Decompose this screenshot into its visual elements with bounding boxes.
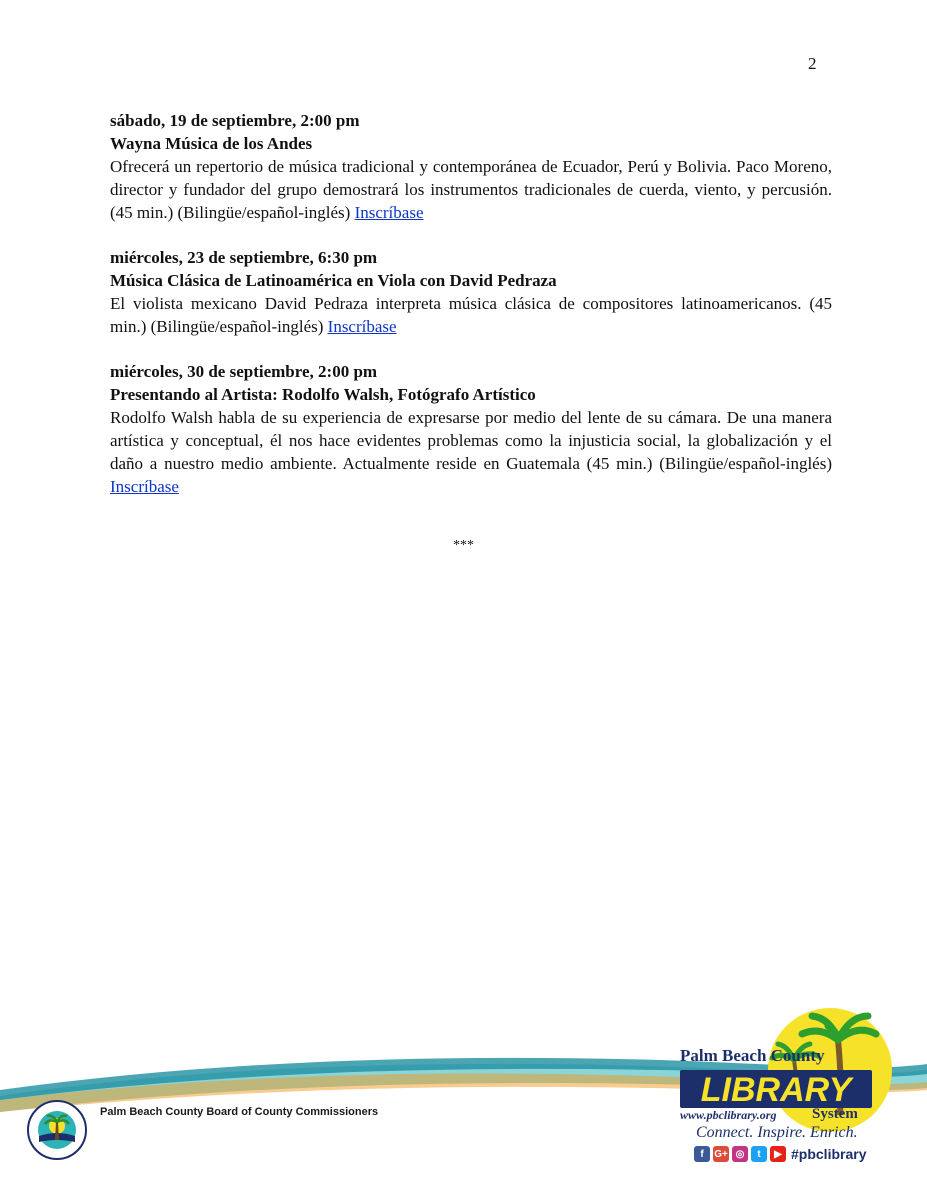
event-item xyxy=(110,360,832,498)
library-tagline: Connect. Inspire. Enrich. xyxy=(696,1124,858,1141)
library-wordmark: LIBRARY xyxy=(700,1071,852,1109)
library-county-name: Palm Beach County xyxy=(680,1046,825,1065)
library-logo xyxy=(670,1000,900,1200)
event-description-text: Ofrecerá un repertorio de música tradicional y contemporánea de Ecuador, Perú y Bolivia. Paco Moreno, director y fundador del grupo demostrará los instrumentos tradicionales de cuerda, viento, y percusión. (45 min.) (Bilingüe/español-inglés) xyxy=(110,157,832,222)
event-item xyxy=(110,246,832,338)
library-hashtag[interactable]: #pbclibrary xyxy=(791,1146,867,1162)
event-description xyxy=(110,155,832,224)
event-description xyxy=(110,406,832,498)
social-links xyxy=(694,1146,866,1162)
section-separator: *** xyxy=(453,538,474,553)
page-number: 2 xyxy=(808,54,817,73)
facebook-icon[interactable]: f xyxy=(694,1146,710,1162)
event-description xyxy=(110,292,832,338)
library-system-label: System xyxy=(812,1106,858,1122)
twitter-icon[interactable]: t xyxy=(751,1146,767,1162)
event-date: miércoles, 30 de septiembre, 2:00 pm xyxy=(110,362,378,381)
event-date: sábado, 19 de septiembre, 2:00 pm xyxy=(110,111,360,130)
google-plus-icon[interactable]: G+ xyxy=(713,1146,729,1162)
event-title: Música Clásica de Latinoamérica en Viola con David Pedraza xyxy=(110,271,557,290)
board-name: Palm Beach County Board of County Commissioners xyxy=(100,1106,379,1118)
footer xyxy=(0,1000,927,1200)
event-description-text: Rodolfo Walsh habla de su experiencia de expresarse por medio del lente de su cámara. De una manera artística y conceptual, él nos hace evidentes problemas como la injusticia social, la globalización y el daño a nuestro medio ambiente. Actualmente reside en Guatemala (45 min.) (Bilingüe/español-inglés) xyxy=(110,408,832,473)
library-url: www.pbclibrary.org xyxy=(680,1108,777,1122)
youtube-icon[interactable]: ▶ xyxy=(770,1146,786,1162)
event-item xyxy=(110,109,832,224)
register-link[interactable]: Inscríbase xyxy=(110,477,179,496)
register-link[interactable]: Inscríbase xyxy=(327,317,397,336)
county-seal-logo xyxy=(27,1100,87,1160)
event-description-text: El violista mexicano David Pedraza interpreta música clásica de compositores latinoamericanos. (45 min.) (Bilingüe/español-inglés) xyxy=(110,294,832,336)
register-link[interactable]: Inscríbase xyxy=(354,203,424,222)
instagram-icon[interactable]: ◎ xyxy=(732,1146,748,1162)
event-title: Presentando al Artista: Rodolfo Walsh, Fotógrafo Artístico xyxy=(110,385,536,404)
event-title: Wayna Música de los Andes xyxy=(110,134,313,153)
event-date: miércoles, 23 de septiembre, 6:30 pm xyxy=(110,248,378,267)
event-list xyxy=(110,109,832,520)
